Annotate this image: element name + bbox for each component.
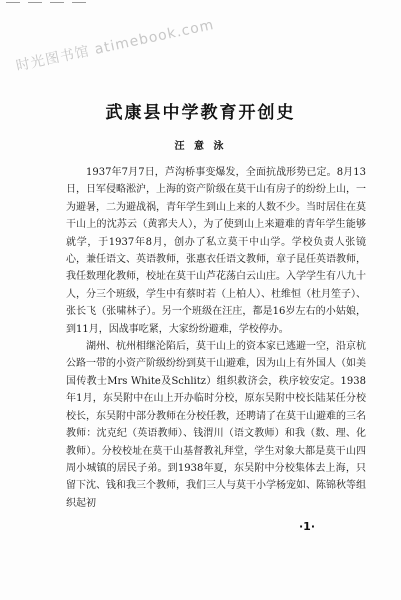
page-top-edge [0, 0, 401, 6]
watermark: 时光图书馆 atimebook.com [14, 16, 216, 75]
article-title: 武康县中学教育开创史 [105, 103, 296, 123]
paragraph: 1937年7月7日，芦沟桥事变爆发，全面抗战形势已定。8月13日，日军侵略淞沪，上海的资产阶级在莫干山有房子的纷纷上山，一为避暑，二为避战祸，青年学生到山上来的人数不少。当时居住在莫干山上的沈苏云（黄郛夫人），为了使到山上来避难的青年学生能够就学，于1937年8月，创办了私立莫干中山学。学校负责人张镜心，兼任语文、英语教师，张惠衣任语文教师，章子昆任英语教师，我任数理化教师，校址在莫干山芦花荡白云山庄。入学学生有八九十人，分三个班级，学生中有蔡时若（上柏人）、杜维恒（杜月笙子）、张长飞（张啸林子）。另一个班级在汪庄，都是16岁左右的小姑娘，到11月，因战事吃紧，大家纷纷避难，学校停办。 [66, 167, 366, 335]
author-name: 汪 意 泳 [174, 141, 227, 152]
paragraph: 湖州、杭州相继沦陷后，莫干山上的资本家已逃避一空，沿京杭公路一带的小资产阶级纷纷到莫干山避难，因为山上有外国人（如美国传教士Mrs White及Schlitz）组织救济会，秩序较安定。1938年1月，东吴附中在山上开办临时分校，原东吴附中校长陆某任分校校长，东吴附中部分教师在分校任教，还聘请了在莫干山避难的三名教师：沈克纪（英语教师）、钱渭川（语文教师）和我（数、理、化教师）。分校校址在莫干山基督教礼拜堂，学生对象大都是莫干山四周小城镇的居民子弟。到1938年夏，东吴附中分校集体去上海，只留下沈、钱和我三个教师，我们三人与莫干小学杨宠如、陈锦秋等组织起初 [66, 341, 366, 509]
page-number: ·1· [299, 520, 316, 533]
article-body [66, 164, 366, 512]
